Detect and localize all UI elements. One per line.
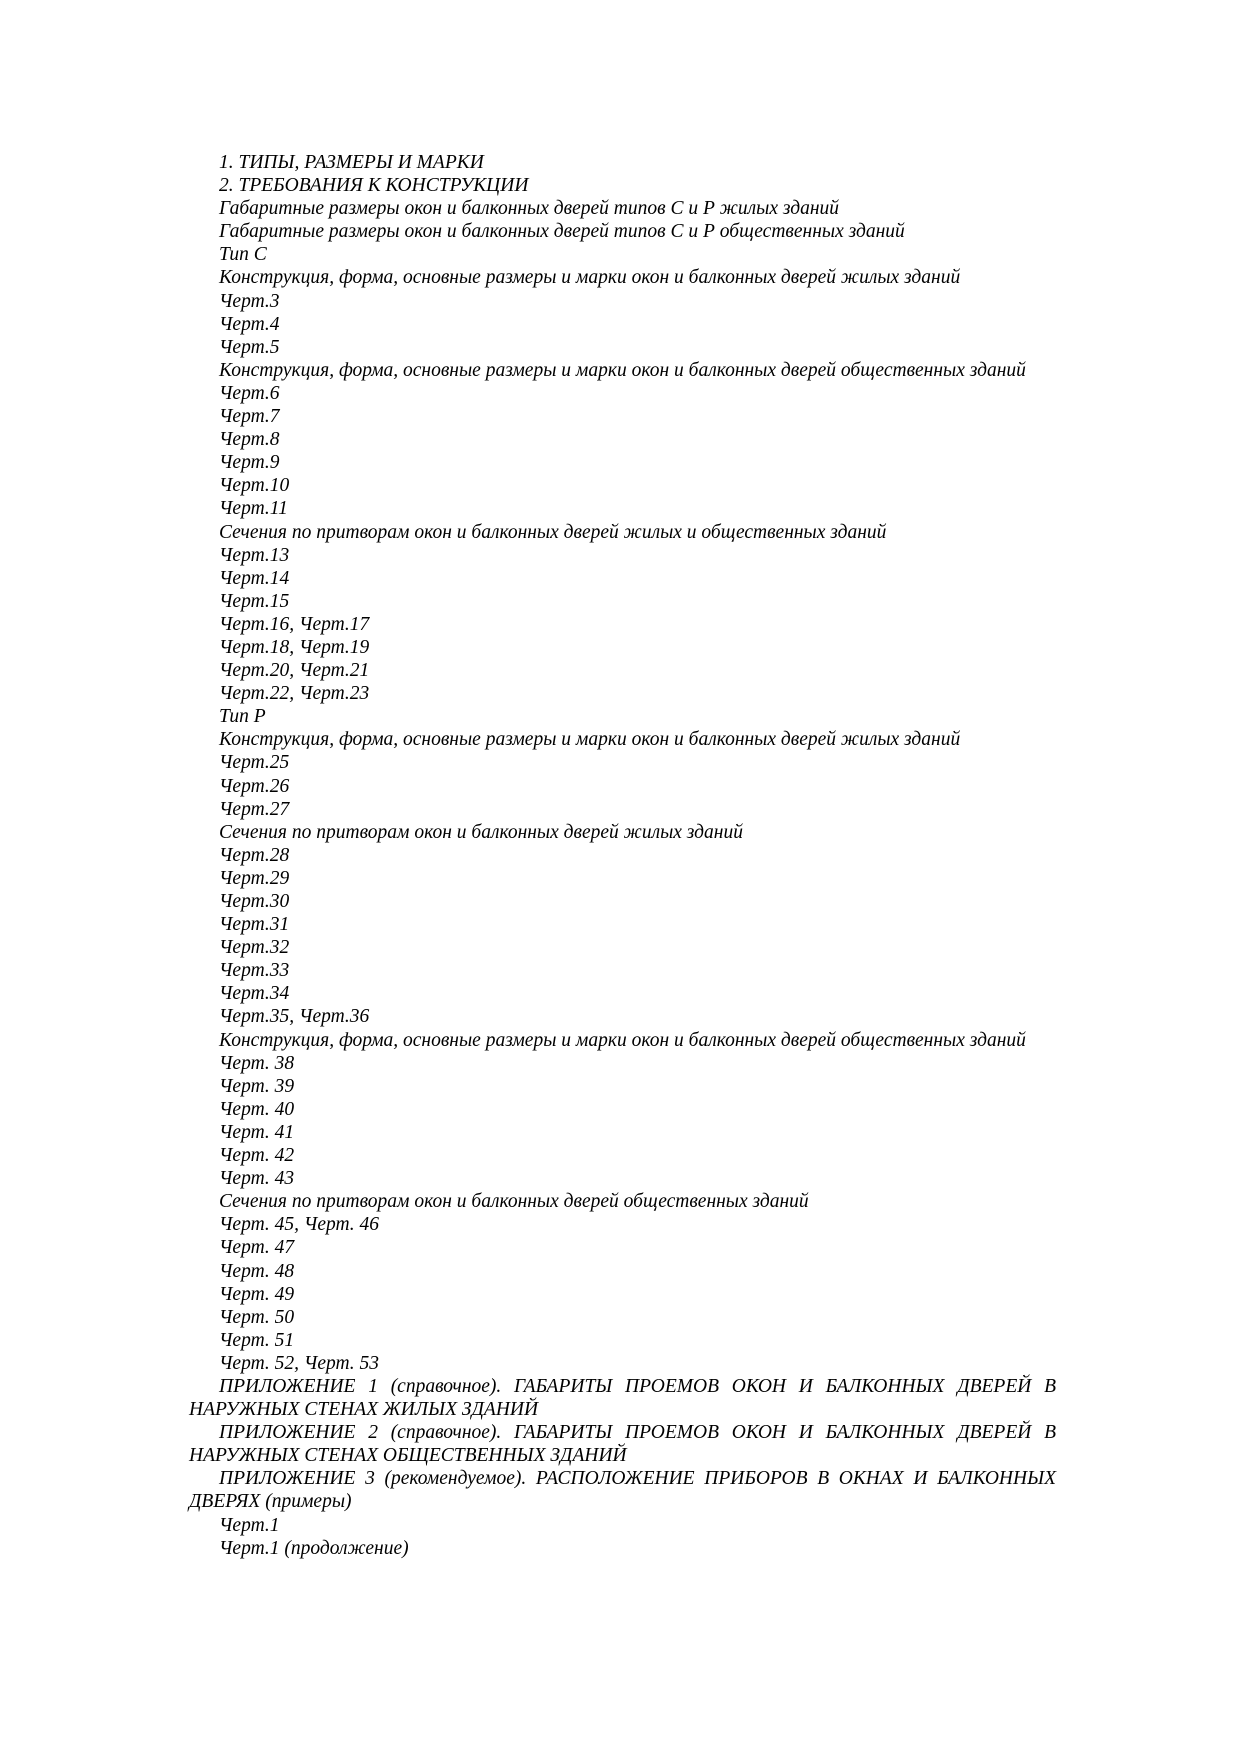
toc-entry[interactable]: Черт.16, Черт.17 (219, 613, 370, 635)
toc-entry[interactable]: Черт.11 (219, 498, 288, 520)
toc-entry[interactable]: Конструкция, форма, основные размеры и марки окон и балконных дверей общественных зданий (219, 359, 1026, 381)
toc-entry[interactable]: Черт.26 (219, 775, 290, 797)
document-page (189, 151, 1056, 1560)
toc-entry[interactable]: Черт. 45, Черт. 46 (219, 1214, 380, 1236)
toc-entry[interactable]: Черт.27 (219, 798, 290, 820)
toc-entry[interactable]: Черт.15 (219, 590, 290, 612)
toc-entry[interactable]: ПРИЛОЖЕНИЕ 2 (справочное). ГАБАРИТЫ ПРОЕМОВ ОКОН И БАЛКОННЫХ ДВЕРЕЙ В НАРУЖНЫХ СТЕНАХ ОБЩЕСТВЕННЫХ ЗДАНИЙ (189, 1422, 1056, 1467)
toc-entry[interactable]: Черт. 38 (219, 1052, 295, 1074)
toc-entry[interactable]: Черт.8 (219, 429, 280, 451)
toc-entry[interactable]: Черт. 47 (219, 1237, 295, 1259)
toc-entry[interactable]: Черт. 41 (219, 1121, 295, 1143)
toc-entry[interactable]: Черт.1 (продолжение) (219, 1537, 409, 1559)
toc-entry[interactable]: 1. ТИПЫ, РАЗМЕРЫ И МАРКИ (219, 152, 484, 173)
toc-entry[interactable]: Черт. 40 (219, 1098, 295, 1120)
toc-entry[interactable]: Черт.6 (219, 382, 280, 404)
toc-entry[interactable]: Черт. 43 (219, 1168, 295, 1190)
toc-entry[interactable]: ПРИЛОЖЕНИЕ 3 (рекомендуемое). РАСПОЛОЖЕНИЕ ПРИБОРОВ В ОКНАХ И БАЛКОННЫХ ДВЕРЯХ (примеры) (189, 1468, 1056, 1513)
toc-entry[interactable]: Черт. 50 (219, 1306, 295, 1328)
toc-entry[interactable]: Черт.25 (219, 752, 290, 774)
toc-entry[interactable]: 2. ТРЕБОВАНИЯ К КОНСТРУКЦИИ (219, 175, 529, 197)
toc-entry[interactable]: Тип Р (219, 706, 266, 728)
toc-entry[interactable]: Черт.3 (219, 290, 280, 312)
toc-entry[interactable]: Габаритные размеры окон и балконных дверей типов С и Р общественных зданий (219, 221, 905, 243)
toc-entry[interactable]: Конструкция, форма, основные размеры и марки окон и балконных дверей жилых зданий (219, 267, 961, 289)
toc-entry[interactable]: Черт. 51 (219, 1329, 295, 1351)
toc-entry[interactable]: Черт.31 (219, 914, 290, 936)
toc-entry[interactable]: Черт. 39 (219, 1075, 295, 1097)
toc-entry[interactable]: Черт. 49 (219, 1283, 295, 1305)
table-of-contents (189, 151, 1056, 1560)
toc-entry[interactable]: Черт.18, Черт.19 (219, 636, 370, 658)
toc-entry[interactable]: Черт. 48 (219, 1260, 295, 1282)
toc-entry[interactable]: Сечения по притворам окон и балконных дверей жилых и общественных зданий (219, 521, 887, 543)
toc-entry[interactable]: Черт.20, Черт.21 (219, 660, 370, 682)
toc-entry[interactable]: Черт.5 (219, 336, 280, 358)
toc-entry[interactable]: Черт.1 (219, 1514, 280, 1536)
toc-entry[interactable]: Конструкция, форма, основные размеры и марки окон и балконных дверей общественных зданий (219, 1029, 1026, 1051)
toc-entry[interactable]: Черт.30 (219, 891, 290, 912)
toc-entry[interactable]: Черт. 42 (219, 1145, 295, 1167)
toc-entry[interactable]: Черт.13 (219, 544, 290, 566)
toc-entry[interactable]: Сечения по притворам окон и балконных дверей жилых зданий (219, 821, 743, 843)
toc-entry[interactable]: Черт.34 (219, 983, 290, 1005)
toc-entry[interactable]: Черт.22, Черт.23 (219, 683, 370, 705)
toc-entry[interactable]: Черт.28 (219, 844, 290, 866)
toc-entry[interactable]: Конструкция, форма, основные размеры и марки окон и балконных дверей жилых зданий (219, 729, 961, 751)
toc-entry[interactable]: ПРИЛОЖЕНИЕ 1 (справочное). ГАБАРИТЫ ПРОЕМОВ ОКОН И БАЛКОННЫХ ДВЕРЕЙ В НАРУЖНЫХ СТЕНАХ ЖИЛЫХ ЗДАНИЙ (189, 1375, 1056, 1421)
toc-entry[interactable]: Черт.29 (219, 867, 290, 889)
toc-entry[interactable]: Габаритные размеры окон и балконных дверей типов С и Р жилых зданий (219, 198, 840, 220)
toc-entry[interactable]: Черт.9 (219, 452, 280, 474)
toc-entry[interactable]: Черт.10 (219, 475, 290, 497)
toc-entry[interactable]: Черт.33 (219, 960, 290, 982)
toc-entry[interactable]: Черт.35, Черт.36 (219, 1006, 370, 1028)
toc-entry[interactable]: Черт.7 (219, 406, 280, 428)
toc-entry[interactable]: Черт.4 (219, 313, 280, 335)
toc-entry[interactable]: Черт.14 (219, 567, 290, 589)
toc-entry[interactable]: Черт. 52, Черт. 53 (219, 1352, 380, 1374)
toc-entry[interactable]: Тип С (219, 244, 267, 266)
toc-entry[interactable]: Черт.32 (219, 937, 290, 959)
toc-entry[interactable]: Сечения по притворам окон и балконных дверей общественных зданий (219, 1191, 809, 1213)
